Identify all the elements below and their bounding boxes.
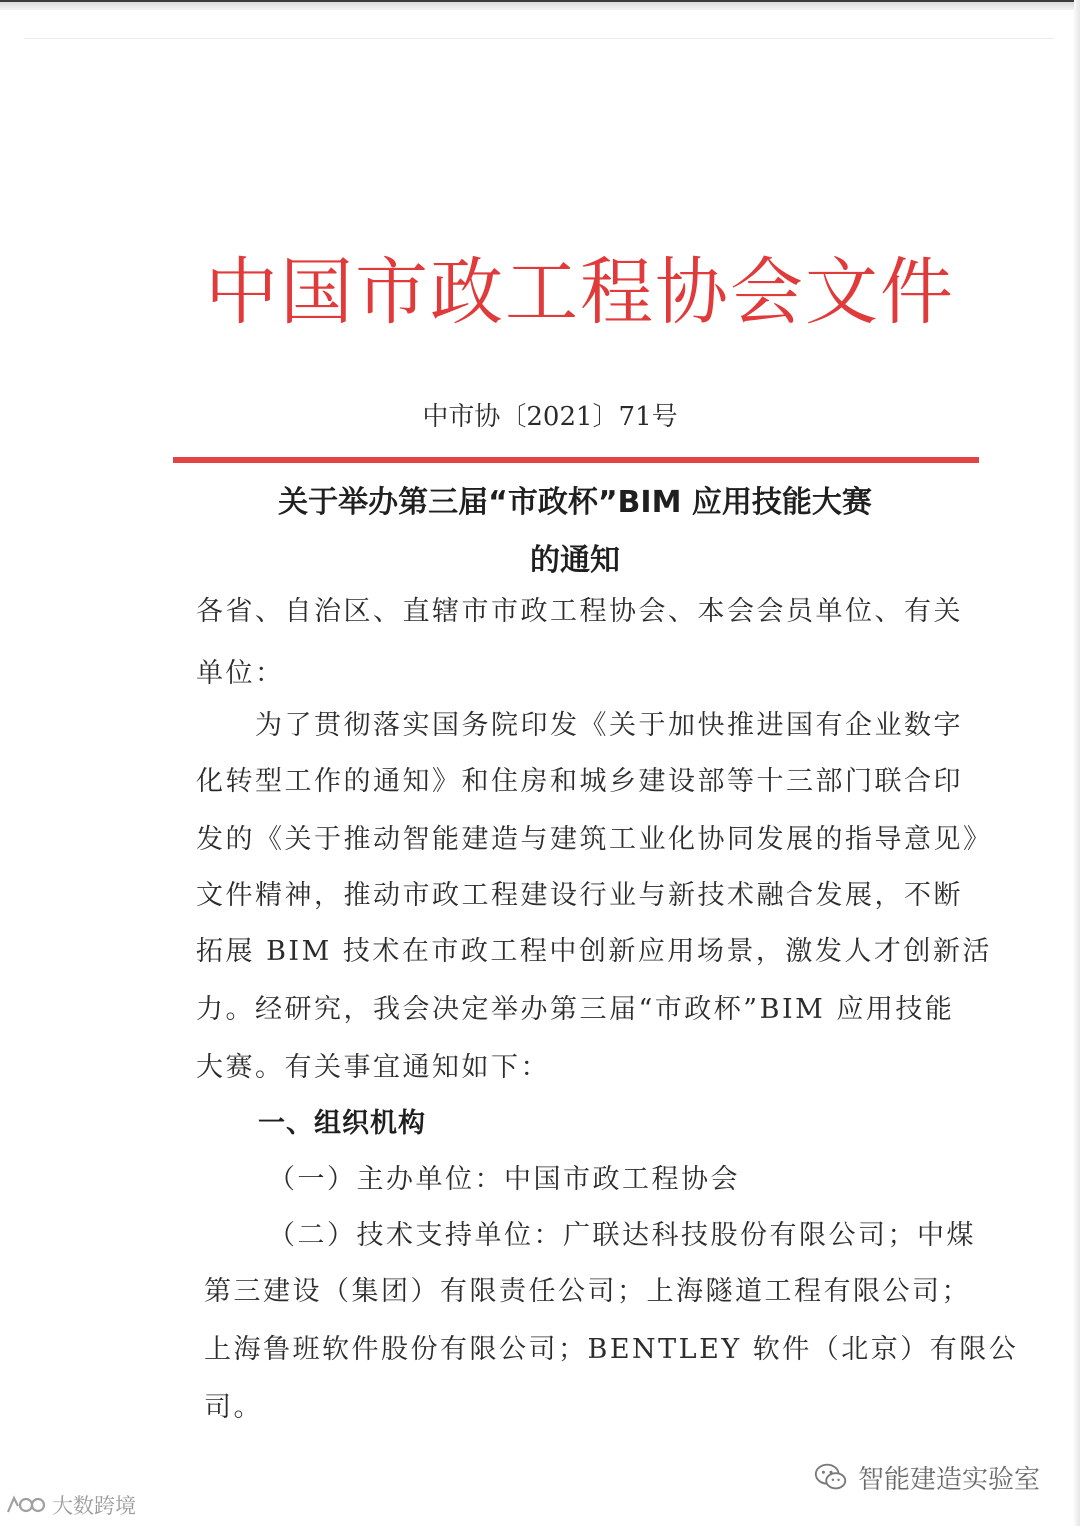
watermark-brand xyxy=(4,1488,164,1522)
scan-right-edge xyxy=(1074,0,1080,1526)
body-line: 大赛。有关事宜通知如下： xyxy=(196,1052,550,1083)
body-line: 发的《关于推动智能建造与建筑工业化协同发展的指导意见》 xyxy=(196,824,993,855)
salutation-line-2: 单位： xyxy=(196,658,285,689)
section-item-support-line: 第三建设（集团）有限责任公司；上海隧道工程有限公司； xyxy=(204,1276,971,1307)
salutation-line-1: 各省、自治区、直辖市市政工程协会、本会会员单位、有关 xyxy=(196,596,963,627)
watermark-account xyxy=(812,1455,1062,1499)
wechat-icon xyxy=(812,1458,850,1496)
section-item-support-line: （二）技术支持单位：广联达科技股份有限公司；中煤 xyxy=(268,1220,976,1251)
body-line: 化转型工作的通知》和住房和城乡建设部等十三部门联合印 xyxy=(196,766,963,797)
body-line: 文件精神，推动市政工程建设行业与新技术融合发展，不断 xyxy=(196,880,963,911)
document-title-line-2: 的通知 xyxy=(530,543,620,578)
body-line: 拓展 BIM 技术在市政工程中创新应用场景，激发人才创新活 xyxy=(196,936,992,967)
red-divider-rule xyxy=(173,457,979,463)
section-item-support-line: 上海鲁班软件股份有限公司；BENTLEY 软件（北京）有限公 xyxy=(204,1334,1019,1365)
body-line: 力。经研究，我会决定举办第三届“市政杯”BIM 应用技能 xyxy=(196,994,955,1025)
scan-faint-line xyxy=(24,38,1054,39)
document-title-line-1: 关于举办第三届“市政杯”BIM 应用技能大赛 xyxy=(278,485,872,520)
document-number: 中市协〔2021〕71号 xyxy=(422,402,678,432)
section-item-host: （一）主办单位：中国市政工程协会 xyxy=(268,1164,740,1195)
section-item-support-line: 司。 xyxy=(204,1392,263,1423)
watermark-account-name: 智能建造实验室 xyxy=(858,1464,1041,1495)
section-heading-organization: 一、组织机构 xyxy=(258,1108,426,1139)
watermark-brand-name: 大数跨境 xyxy=(52,1494,136,1518)
body-line: 为了贯彻落实国务院印发《关于加快推进国有企业数字 xyxy=(196,710,963,741)
document-masthead: 中国市政工程协会文件 xyxy=(205,250,955,335)
scan-top-edge xyxy=(0,0,1080,10)
brand-logo-icon xyxy=(4,1492,48,1518)
